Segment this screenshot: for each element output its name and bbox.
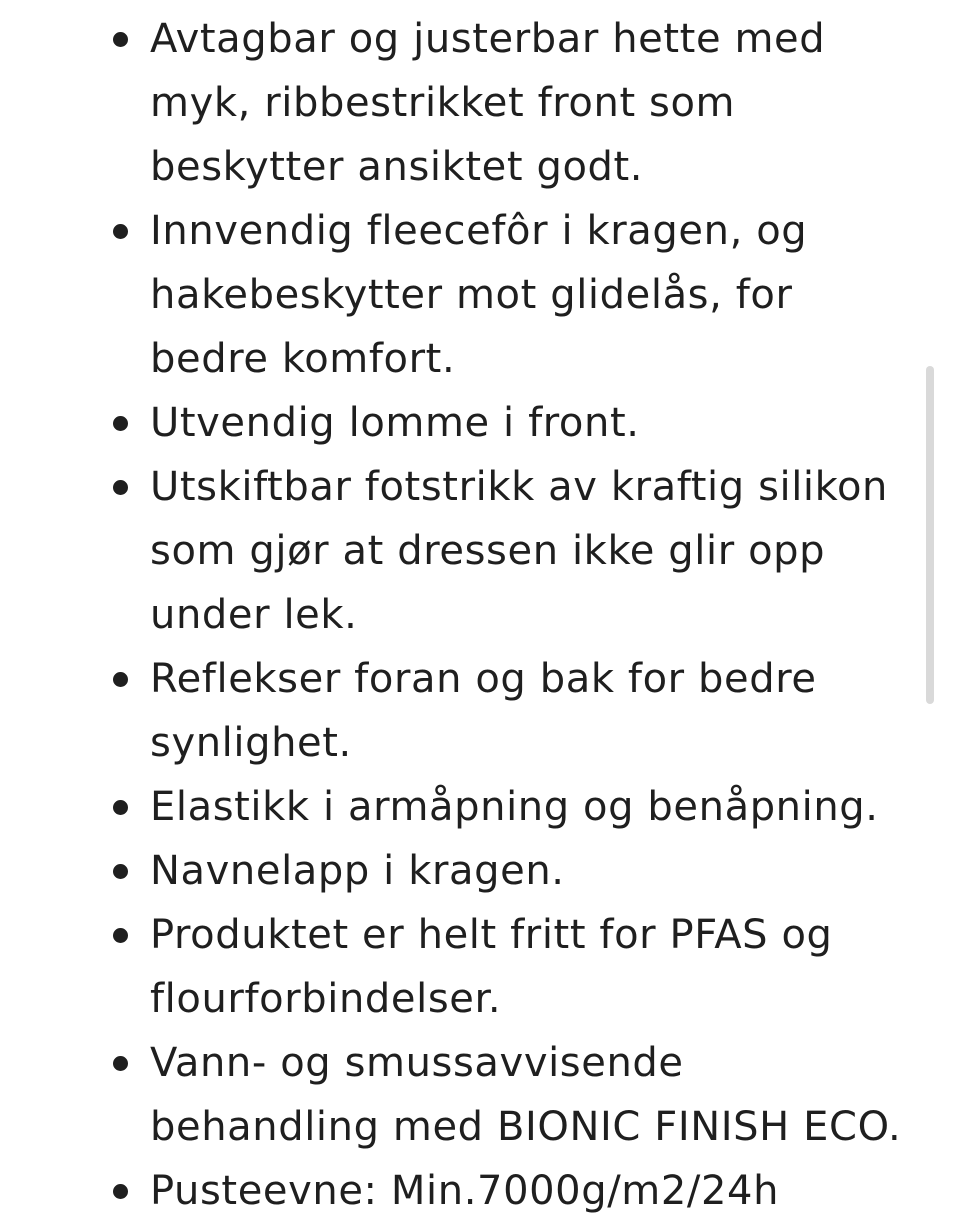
bullet-icon (113, 1184, 128, 1199)
feature-line: flourforbindelser. (150, 976, 502, 1022)
feature-line: Vann- og smussavvisende (150, 1040, 684, 1086)
bullet-icon (113, 224, 128, 239)
feature-line: Elastikk i armåpning og benåpning. (150, 784, 879, 830)
feature-line: Pusteevne: Min.7000g/m2/24h (150, 1168, 780, 1214)
bullet-icon (113, 864, 128, 879)
list-item (0, 1031, 940, 1159)
feature-line: som gjør at dressen ikke glir opp (150, 528, 826, 574)
list-item (0, 199, 940, 391)
bullet-icon (113, 1056, 128, 1071)
feature-list (0, 7, 940, 1223)
feature-line: Produktet er helt fritt for PFAS og (150, 912, 833, 958)
feature-line: Reflekser foran og bak for bedre (150, 656, 817, 702)
list-item (0, 1159, 940, 1223)
feature-line: hakebeskytter mot glidelås, for (150, 272, 793, 318)
feature-line: bedre komfort. (150, 336, 456, 382)
bullet-icon (113, 800, 128, 815)
feature-line: Navnelapp i kragen. (150, 848, 565, 894)
feature-line: Innvendig fleecefôr i kragen, og (150, 208, 808, 254)
feature-line: Utskiftbar fotstrikk av kraftig silikon (150, 464, 889, 510)
list-item (0, 7, 940, 199)
list-item (0, 455, 940, 647)
feature-line: Avtagbar og justerbar hette med (150, 16, 826, 62)
list-item (0, 775, 940, 839)
bullet-icon (113, 416, 128, 431)
feature-line: under lek. (150, 592, 358, 638)
feature-line: myk, ribbestrikket front som (150, 80, 736, 126)
list-item (0, 839, 940, 903)
bullet-icon (113, 480, 128, 495)
list-item (0, 903, 940, 1031)
feature-line: synlighet. (150, 720, 352, 766)
scrollbar-thumb[interactable] (926, 366, 934, 704)
bullet-icon (113, 672, 128, 687)
feature-line: beskytter ansiktet godt. (150, 144, 644, 190)
bullet-icon (113, 928, 128, 943)
feature-line: Utvendig lomme i front. (150, 400, 640, 446)
list-item (0, 391, 940, 455)
list-item (0, 647, 940, 775)
product-feature-section (0, 7, 940, 1223)
bullet-icon (113, 32, 128, 47)
feature-line: behandling med BIONIC FINISH ECO. (150, 1104, 902, 1150)
